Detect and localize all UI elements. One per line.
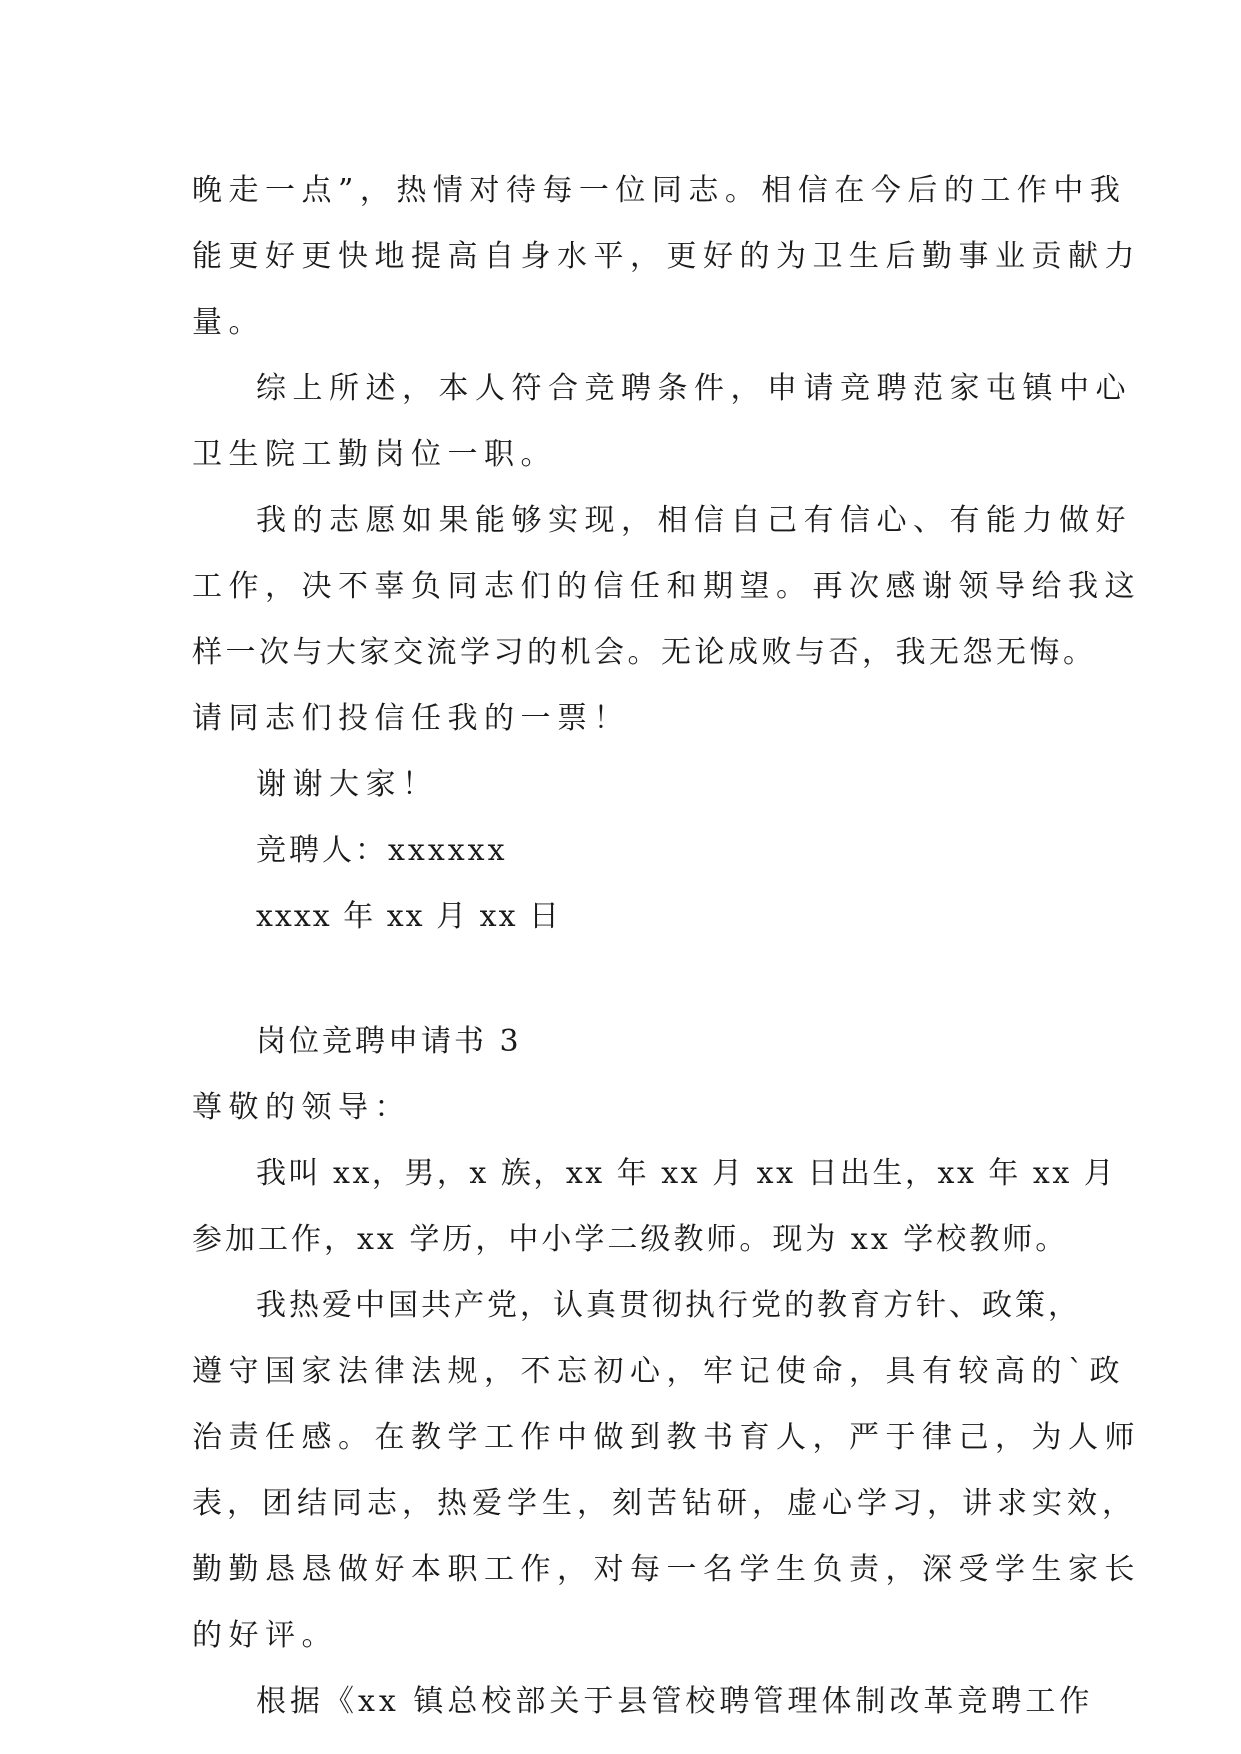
text-line: 工作，决不辜负同志们的信任和期望。再次感谢领导给我这 (192, 569, 1141, 604)
text-line: 表，团结同志，热爱学生，刻苦钻研，虚心学习，讲求实效， (192, 1486, 1137, 1521)
applicant-line: 竞聘人：xxxxxx (256, 833, 508, 868)
document-page (192, 158, 1141, 1735)
text-line: 我的志愿如果能够实现，相信自己有信心、有能力做好 (256, 503, 1132, 538)
text-line: 我热爱中国共产党，认真贯彻执行党的教育方针、政策， (256, 1288, 1081, 1323)
paragraph-closing-work (192, 158, 1141, 356)
text-line: 治责任感。在教学工作中做到教书育人，严于律己，为人师 (192, 1420, 1141, 1455)
text-line: 能更好更快地提高自身水平，更好的为卫生后勤事业贡献力 (192, 239, 1141, 274)
text-line: 勤勤恳恳做好本职工作，对每一名学生负责，深受学生家长 (192, 1552, 1141, 1587)
paragraph-summary (192, 356, 1132, 488)
paragraph-personal-info (192, 1141, 1117, 1273)
section-title: 岗位竞聘申请书 3 (256, 1024, 522, 1059)
text-line: 量。 (192, 305, 265, 340)
text-line: 综上所述，本人符合竞聘条件，申请竞聘范家屯镇中心 (256, 371, 1132, 406)
thanks-line: 谢谢大家！ (256, 767, 439, 802)
paragraph-political (192, 1273, 1141, 1669)
text-line: 请同志们投信任我的一票！ (192, 701, 630, 736)
text-line: 样一次与大家交流学习的机会。无论成败与否，我无怨无悔。 (192, 635, 1097, 670)
section-gap (192, 950, 1054, 1009)
text-line: 晚走一点”，热情对待每一位同志。相信在今后的工作中我 (192, 173, 1127, 208)
text-line: 的好评。 (192, 1618, 338, 1653)
text-line: 根据《xx 镇总校部关于县管校聘管理体制改革竞聘工作 (256, 1684, 1094, 1719)
text-line: 遵守国家法律法规，不忘初心，牢记使命，具有较高的`政 (192, 1354, 1126, 1389)
text-line: 我叫 xx，男，x 族，xx 年 xx 月 xx 日出生，xx 年 xx 月 (256, 1156, 1117, 1191)
date-line: xxxx 年 xx 月 xx 日 (256, 899, 562, 934)
paragraph-basis (192, 1669, 1094, 1735)
text-line: 参加工作，xx 学历，中小学二级教师。现为 xx 学校教师。 (192, 1222, 1069, 1257)
salutation: 尊敬的领导： (192, 1090, 411, 1125)
text-line: 卫生院工勤岗位一职。 (192, 437, 557, 472)
paragraph-aspiration (192, 488, 1141, 752)
